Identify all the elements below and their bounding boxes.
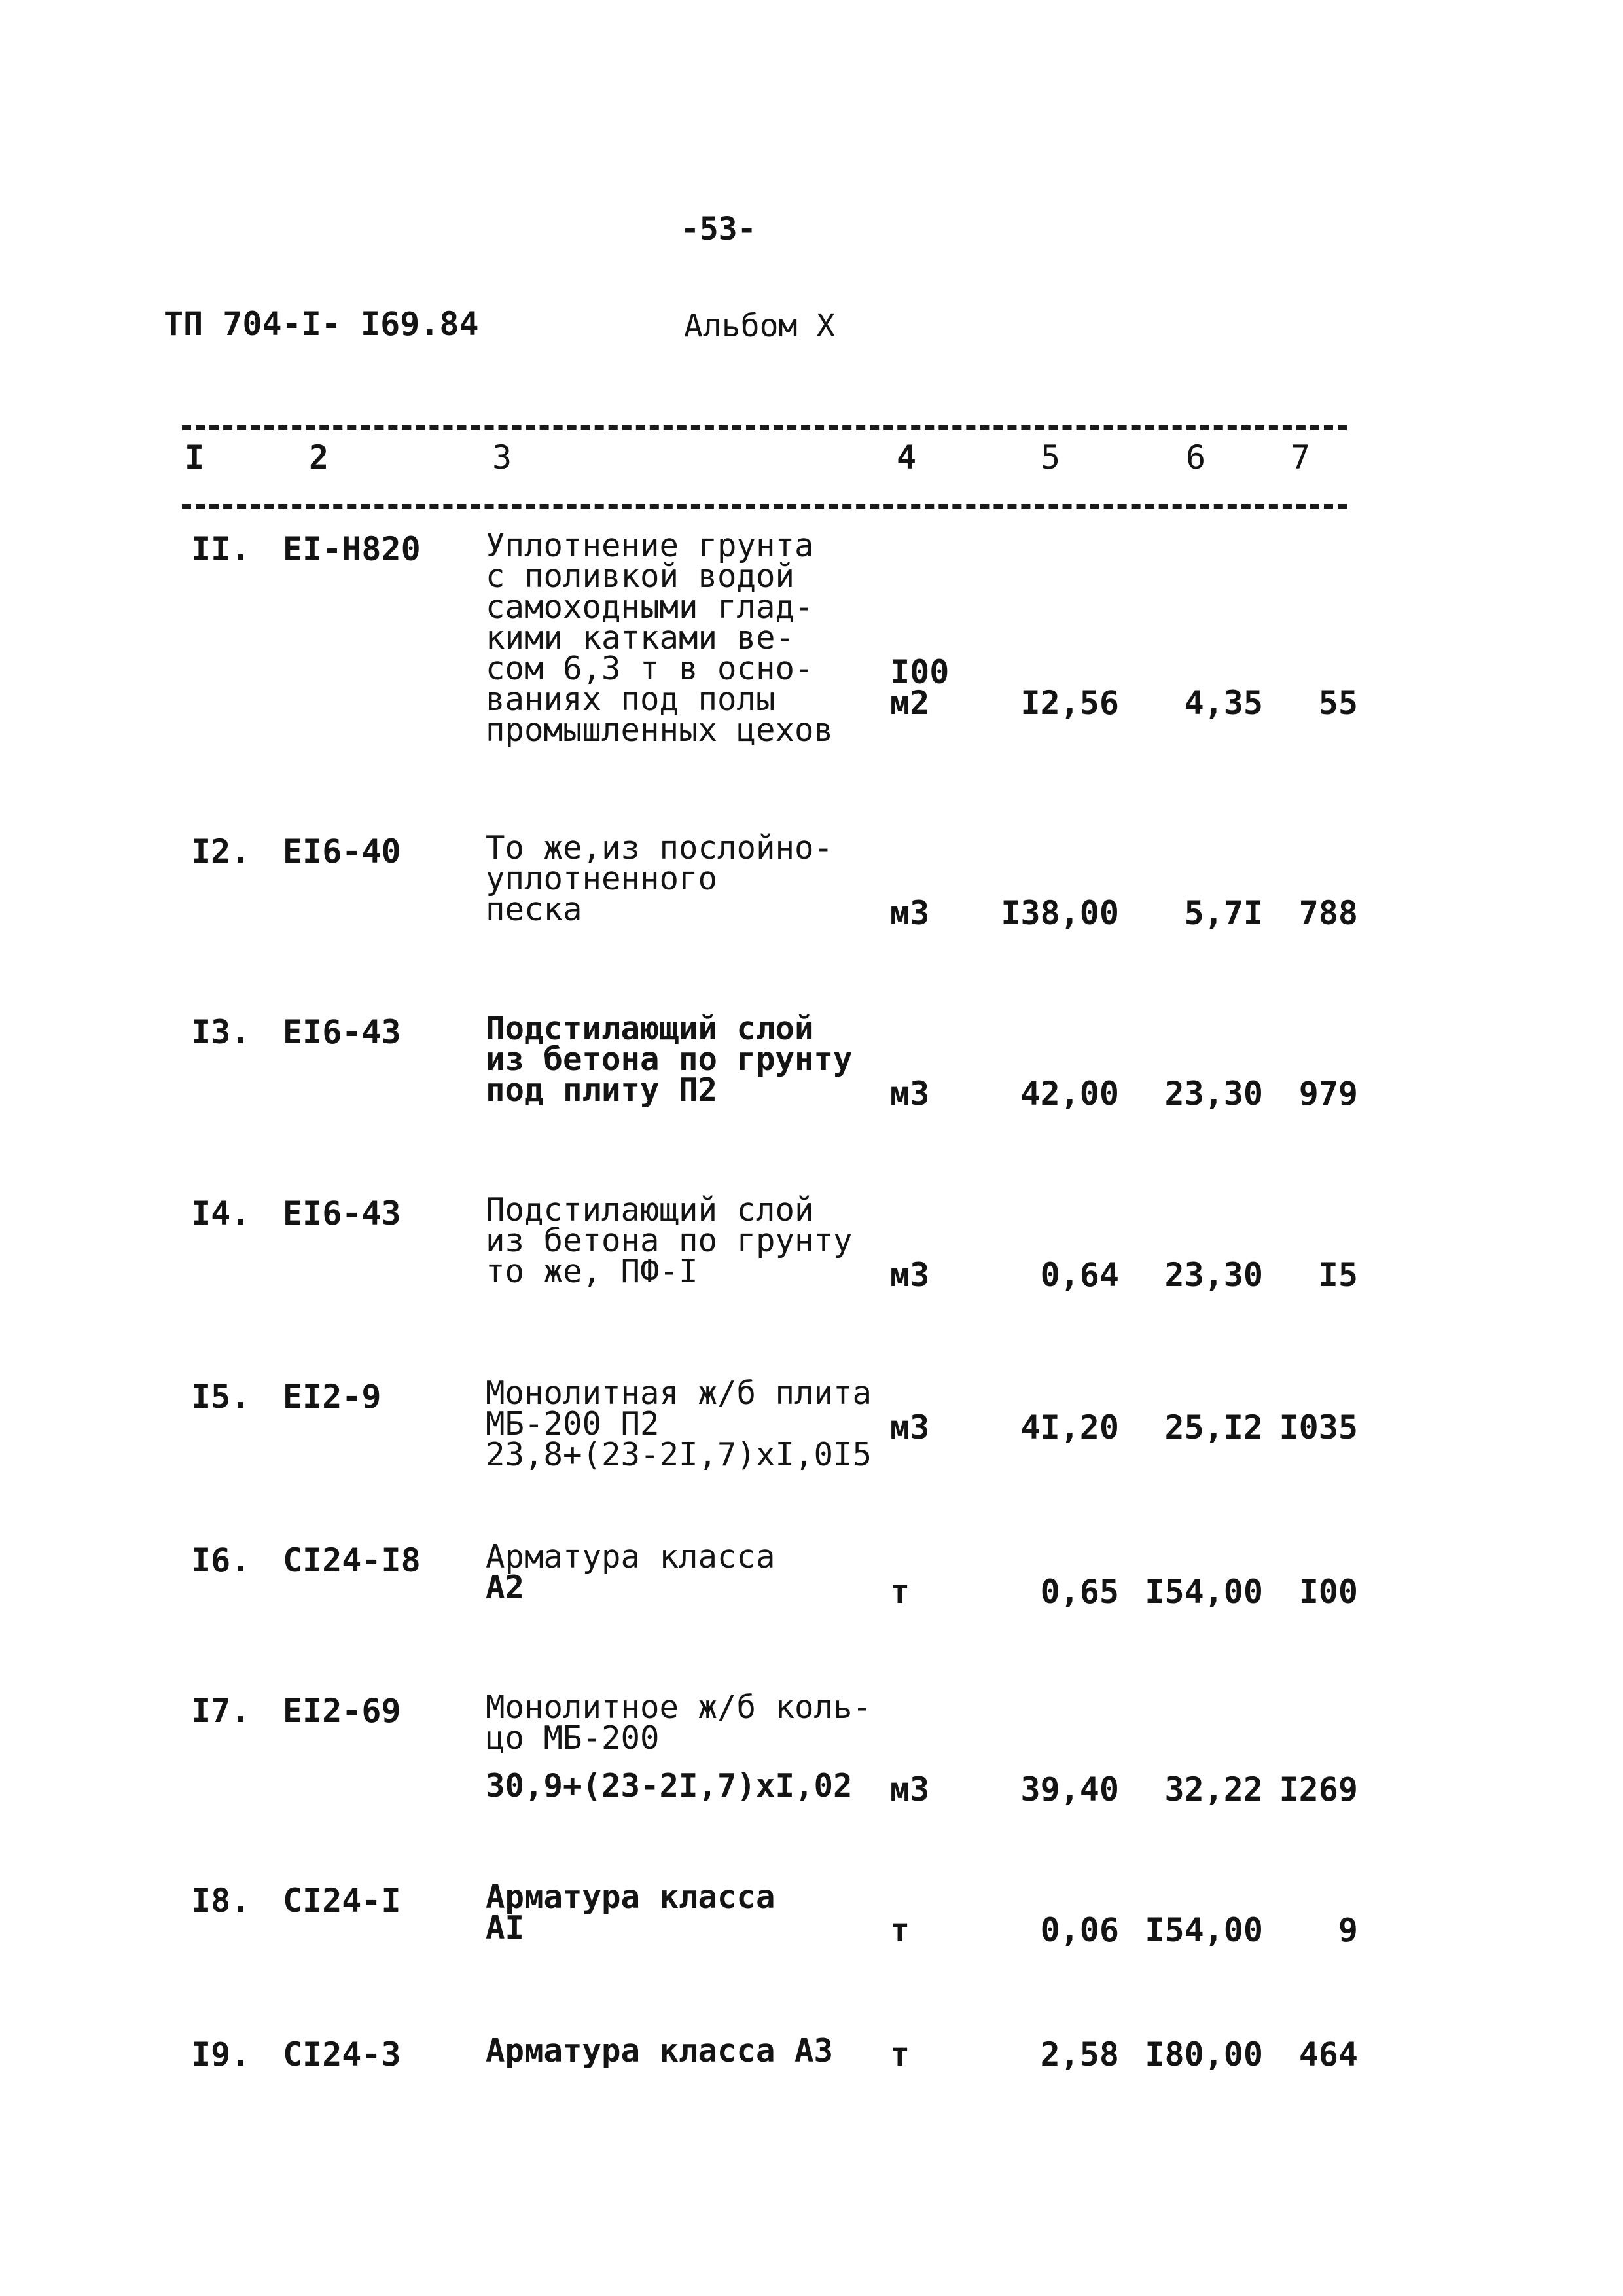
row-code: CI24-I (283, 1882, 401, 1920)
row-unit: м3 (890, 1408, 930, 1446)
row-code: EI2-69 (283, 1692, 401, 1730)
row-number: I8. (191, 1882, 251, 1920)
album-label: Альбом X (684, 308, 836, 344)
row-description: Монолитная ж/б плита МБ-200 П2 23,8+(23-2I,7)хI,0I5 (486, 1374, 872, 1473)
row-code: CI24-I8 (283, 1541, 421, 1579)
row-price: 25,I2 (1164, 1408, 1263, 1446)
row-price: 23,30 (1164, 1075, 1263, 1113)
row-number: I2. (191, 833, 251, 870)
column-header-7: 7 (1291, 439, 1311, 476)
row-number: I3. (191, 1013, 251, 1051)
column-header-5: 5 (1041, 439, 1061, 476)
row-number: I7. (191, 1692, 251, 1730)
row-unit: т (890, 1911, 910, 1949)
row-unit: м2 (890, 684, 930, 722)
row-quantity: 2,58 (1040, 2036, 1119, 2073)
row-quantity: 0,64 (1040, 1256, 1119, 1294)
row-description: То же,из послойно- уплотненного песка (486, 829, 834, 928)
table-header-rule (182, 504, 1347, 509)
row-quantity: I38,00 (1001, 894, 1119, 932)
row-code: EI2-9 (283, 1378, 382, 1416)
row-unit: м3 (890, 1770, 930, 1808)
row-price: I54,00 (1145, 1573, 1263, 1611)
row-price: 32,22 (1164, 1770, 1263, 1808)
row-description: Арматура класса А2 (486, 1538, 776, 1606)
row-price: 4,35 (1184, 684, 1263, 722)
row-price: I80,00 (1145, 2036, 1263, 2073)
column-header-2: 2 (309, 439, 329, 476)
row-unit: м3 (890, 1075, 930, 1113)
row-number: I4. (191, 1194, 251, 1232)
row-code: EI-H820 (283, 530, 421, 568)
row-description: Подстилающий слой из бетона по грунту то же, ПФ-I (486, 1191, 853, 1290)
row-unit: т (890, 2036, 910, 2073)
row-quantity: 0,06 (1040, 1911, 1119, 1949)
row-unit: I00 (890, 653, 950, 691)
row-total: 464 (1298, 2036, 1358, 2073)
row-unit: м3 (890, 894, 930, 932)
row-total: 979 (1298, 1075, 1358, 1113)
column-header-1: I (185, 439, 205, 476)
table-top-rule (182, 425, 1347, 430)
row-unit: м3 (890, 1256, 930, 1294)
row-unit: т (890, 1573, 910, 1611)
row-description: Уплотнение грунта с поливкой водой самоходными глад- кими катками ве- сом 6,3 т в осно- ваниях под полы промышленных цехов (486, 527, 834, 749)
row-number: I5. (191, 1378, 251, 1416)
row-price: 23,30 (1164, 1256, 1263, 1294)
row-description: Монолитное ж/б коль- цо МБ-200 30,9+(23-2I,7)хI,02 (486, 1689, 872, 1804)
row-quantity: 0,65 (1040, 1573, 1119, 1611)
row-description: Арматура класса А3 (486, 2032, 834, 2070)
document-code: ТП 704-I- I69.84 (164, 305, 479, 343)
row-description: Арматура класса АI (486, 1878, 776, 1946)
row-code: EI6-40 (283, 833, 401, 870)
row-total: I00 (1298, 1573, 1358, 1611)
column-header-6: 6 (1186, 439, 1206, 476)
row-quantity: 42,00 (1020, 1075, 1119, 1113)
row-code: EI6-43 (283, 1013, 401, 1051)
row-total: 788 (1298, 894, 1358, 932)
row-total: I5 (1318, 1256, 1358, 1294)
row-description: Подстилающий слой из бетона по грунту под плиту П2 (486, 1010, 853, 1109)
row-number: II. (191, 530, 251, 568)
column-header-4: 4 (897, 439, 917, 476)
row-code: CI24-3 (283, 2036, 401, 2073)
row-price: 5,7I (1184, 894, 1263, 932)
row-total: I269 (1279, 1770, 1358, 1808)
column-header-3: 3 (492, 439, 512, 476)
row-total: 9 (1338, 1911, 1358, 1949)
row-number: I6. (191, 1541, 251, 1579)
row-code: EI6-43 (283, 1194, 401, 1232)
row-total: I035 (1279, 1408, 1358, 1446)
row-total: 55 (1318, 684, 1358, 722)
row-number: I9. (191, 2036, 251, 2073)
row-quantity: 4I,20 (1020, 1408, 1119, 1446)
page-number: -53- (681, 211, 757, 247)
row-price: I54,00 (1145, 1911, 1263, 1949)
row-quantity: 39,40 (1020, 1770, 1119, 1808)
row-quantity: I2,56 (1020, 684, 1119, 722)
